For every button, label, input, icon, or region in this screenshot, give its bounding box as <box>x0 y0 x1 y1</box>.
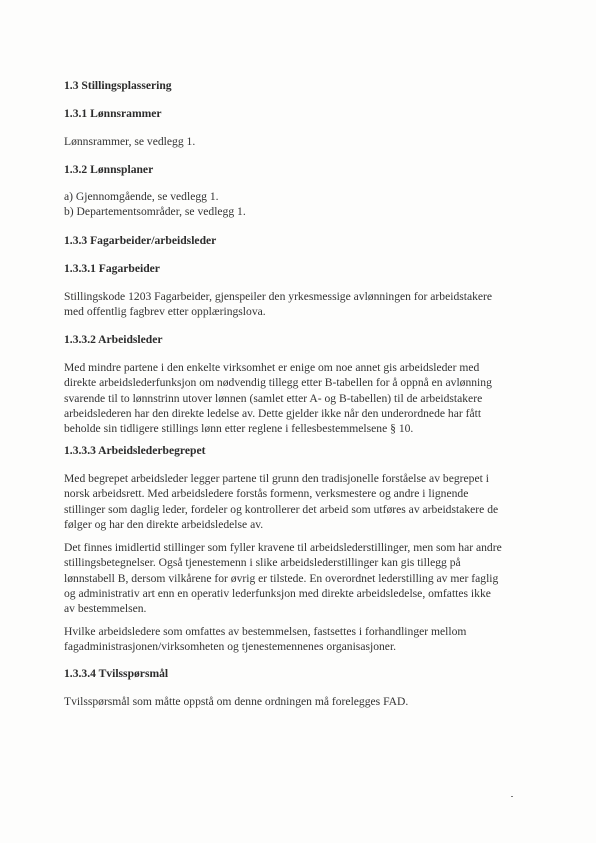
heading-1-3-2 <box>64 162 532 177</box>
text-line: Det finnes imidlertid stillinger som fyller kravene til arbeidslederstillinger, men som har andre <box>64 541 502 554</box>
text-line: fagadministrasjonen/virksomheten og tjenestemennenes organisasjoner. <box>64 640 397 654</box>
heading-text: 1.3.3.2 Arbeidsleder <box>64 333 163 346</box>
heading-1-3-3-3 <box>64 443 532 458</box>
text-line: lønnstabell B, dersom vilkårene for øvrig er tilstede. En overordnet lederstilling av mer faglig <box>64 571 499 585</box>
text-line: stillingsbetegnelser. Også tjenestemenn i slike arbeidslederstillinger kan gis tillegg på <box>64 556 461 570</box>
heading-1-3-1 <box>64 106 532 121</box>
heading-text: 1.3.3.1 Fagarbeider <box>64 262 160 275</box>
text-line: av bestemmelsen. <box>64 602 147 616</box>
paragraph-1-3-3-3-b <box>64 540 532 616</box>
paragraph-1-3-3-3-a <box>64 471 532 532</box>
text-line: og administrativ art enn en operativ lederfunksjon med direkte arbeidsledelse, omfattes ikke <box>64 586 491 600</box>
heading-1-3-3 <box>64 233 532 248</box>
heading-text: 1.3.3.4 Tvilsspørsmål <box>64 667 169 680</box>
paragraph-1-3-3-1 <box>64 289 532 320</box>
heading-1-3 <box>64 78 532 93</box>
heading-text: 1.3.3 Fagarbeider/arbeidsleder <box>64 234 217 247</box>
text-line: Stillingskode 1203 Fagarbeider, gjenspeiler den yrkesmessige avlønningen for arbeidstakere <box>64 290 493 303</box>
text-line: svarende til to lønnstrinn utover lønnen (samlet etter A- og B-tabellen) til de arbeidstakere <box>64 391 483 405</box>
text-line: beholde sin tidligere stillings lønn etter reglene i fellesbestemmelsene § 10. <box>64 422 414 436</box>
scan-speck <box>511 796 513 797</box>
heading-1-3-3-2 <box>64 332 532 347</box>
text-line: arbeidslederen har den direkte ledelse av. Dette gjelder ikke når den underordnede har fått <box>64 406 482 420</box>
paragraph-1-3-3-4 <box>64 694 532 709</box>
paragraph-1-3-2 <box>64 189 532 220</box>
text-line: Lønnsrammer, se vedlegg 1. <box>64 135 196 148</box>
heading-1-3-3-4 <box>64 666 532 681</box>
paragraph-1-3-3-3-c <box>64 624 532 655</box>
text-line: a) Gjennomgående, se vedlegg 1. <box>64 190 219 203</box>
paragraph-1-3-1 <box>64 134 532 149</box>
paragraph-1-3-3-2 <box>64 360 532 436</box>
text-line: b) Departementsområder, se vedlegg 1. <box>64 205 246 219</box>
text-line: Med begrepet arbeidsleder legger partene til grunn den tradisjonelle forståelse av begrepet i <box>64 472 489 485</box>
heading-text: 1.3 Stillingsplassering <box>64 79 172 92</box>
text-line: følger og har den direkte arbeidsledelse av. <box>64 517 264 531</box>
heading-1-3-3-1 <box>64 261 532 276</box>
text-line: Tvilsspørsmål som måtte oppstå om denne ordningen må forelegges FAD. <box>64 695 409 708</box>
text-line: stillinger som daglig leder, fordeler og kontrollerer det arbeid som utføres av arbeidstakere de <box>64 502 499 516</box>
text-line: Med mindre partene i den enkelte virksomhet er enige om noe annet gis arbeidsleder med <box>64 361 480 374</box>
heading-text: 1.3.3.3 Arbeidslederbegrepet <box>64 444 206 457</box>
heading-text: 1.3.2 Lønnsplaner <box>64 163 154 176</box>
heading-text: 1.3.1 Lønnsrammer <box>64 107 162 120</box>
text-line: direkte arbeidslederfunksjon om nødvendig tillegg etter B-tabellen for å oppnå en avlønning <box>64 376 492 390</box>
text-line: Hvilke arbeidsledere som omfattes av bestemmelsen, fastsettes i forhandlinger mellom <box>64 625 467 638</box>
text-line: med offentlig fagbrev etter opplæringslova. <box>64 305 266 319</box>
text-line: norsk arbeidsrett. Med arbeidsledere forstås formenn, verksmestere og andre i lignende <box>64 487 469 501</box>
